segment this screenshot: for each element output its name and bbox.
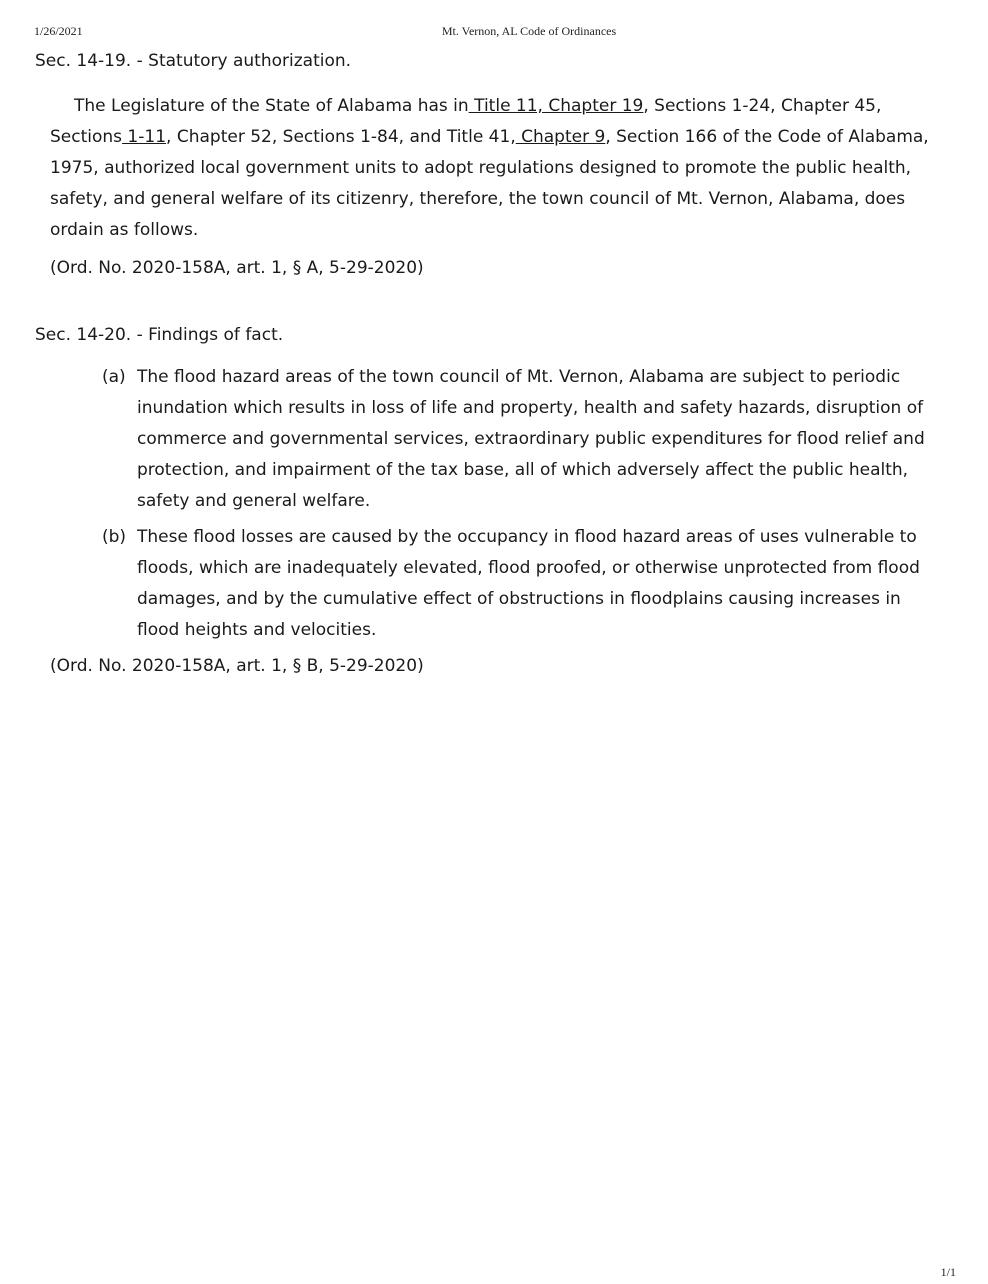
list-item bbox=[35, 362, 940, 517]
paragraph-text: , Chapter 52, Sections 1-84, and Title 41, bbox=[166, 127, 516, 147]
document-content bbox=[35, 48, 940, 682]
section-14-19 bbox=[35, 48, 940, 284]
section-14-20 bbox=[35, 322, 940, 682]
list-marker: (a) bbox=[102, 367, 126, 387]
history-note: (Ord. No. 2020-158A, art. 1, § B, 5-29-2020) bbox=[50, 656, 424, 676]
findings-list bbox=[35, 362, 940, 646]
list-item-text: The flood hazard areas of the town council of Mt. Vernon, Alabama are subject to periodic inundation which results in loss of life and property, health and safety hazards, disruption of commerce and governmental services, extraordinary public expenditures for flood relief and protection, and impairment of the tax base, all of which adversely affect the public health, safety and general welfare. bbox=[137, 367, 925, 511]
list-item bbox=[35, 522, 940, 646]
paragraph-text: The Legislature of the State of Alabama has in bbox=[74, 96, 469, 116]
print-date: 1/26/2021 bbox=[34, 24, 83, 38]
link-title-11[interactable]: Title 11, bbox=[468, 96, 543, 116]
link-sections-1-11[interactable]: 1-11 bbox=[122, 127, 167, 147]
paragraph-text: , Section 166 of the Code of Alabama, 1975, authorized local government units to adopt regulations designed to promote the public health, safety, and general welfare of its citizenry, therefore, the town council of Mt. Vernon, Alabama, does ordain as follows. bbox=[50, 127, 929, 240]
list-marker: (b) bbox=[102, 527, 127, 547]
page-number: 1/1 bbox=[940, 1265, 956, 1279]
section-heading: Sec. 14-19. - Statutory authorization. bbox=[35, 51, 352, 71]
link-chapter-19[interactable]: Chapter 19 bbox=[542, 96, 644, 116]
section-heading: Sec. 14-20. - Findings of fact. bbox=[35, 325, 284, 345]
paragraph-text: , Sections 1-24, Chapter 45, Sections bbox=[50, 96, 882, 147]
print-header bbox=[34, 24, 954, 40]
document-title: Mt. Vernon, AL Code of Ordinances bbox=[441, 24, 617, 38]
list-item-text: These flood losses are caused by the occupancy in flood hazard areas of uses vulnerable to floods, which are inadequately elevated, flood proofed, or otherwise unprotected from flood damages, and by the cumulative effect of obstructions in floodplains causing increases in flood heights and velocities. bbox=[137, 527, 920, 640]
link-chapter-9[interactable]: Chapter 9 bbox=[515, 127, 606, 147]
history-note: (Ord. No. 2020-158A, art. 1, § A, 5-29-2020) bbox=[50, 258, 424, 278]
section-paragraph bbox=[50, 91, 940, 246]
